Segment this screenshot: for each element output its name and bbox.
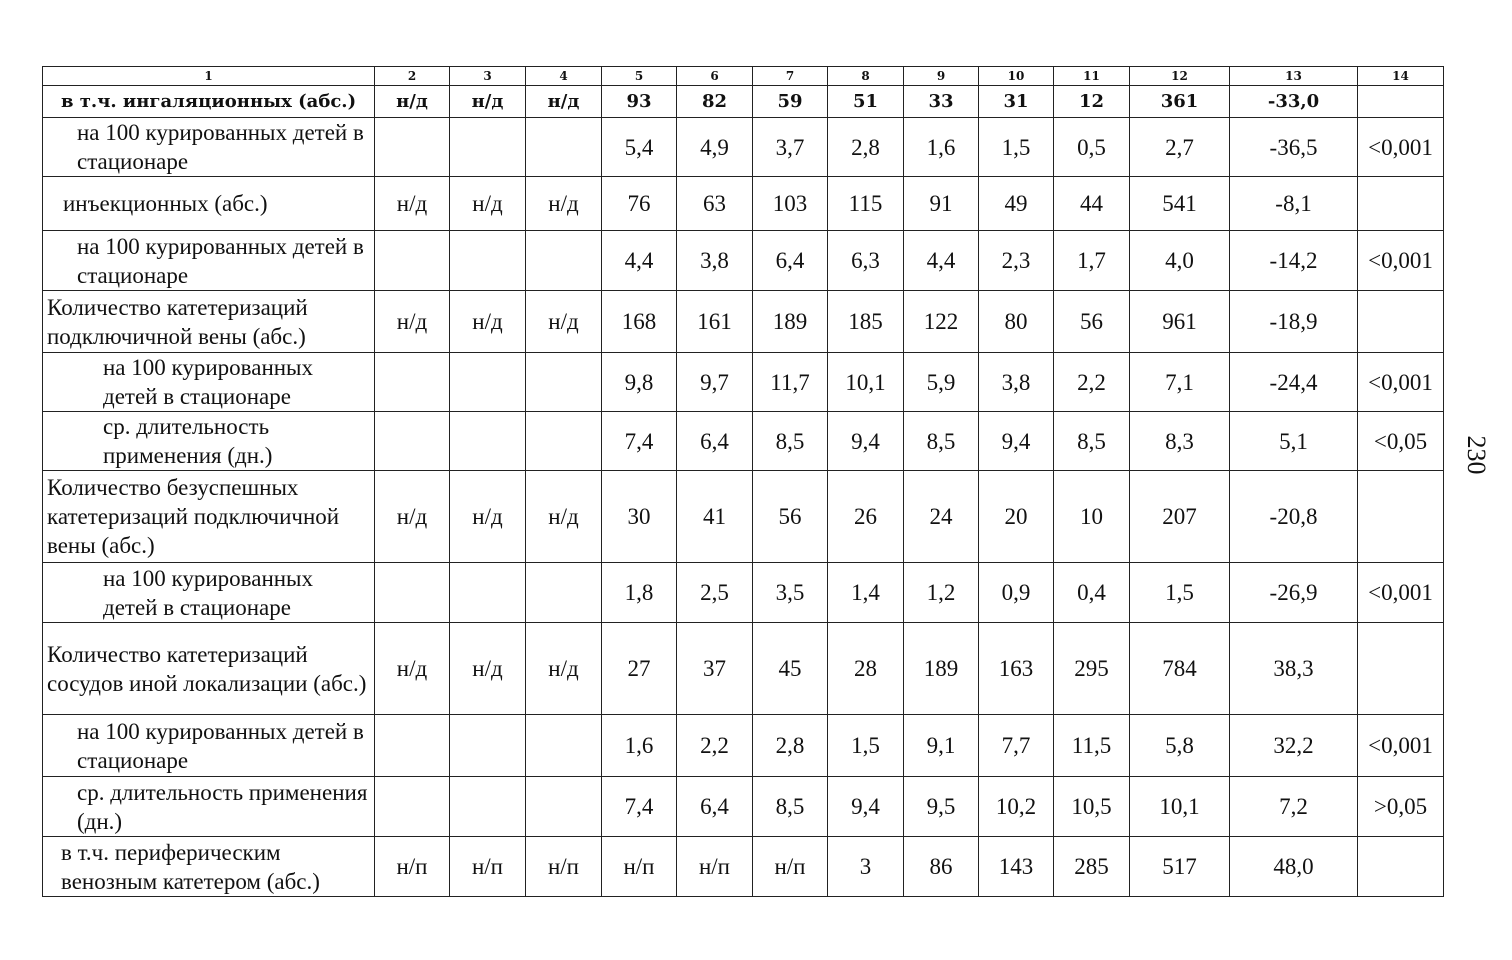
table-cell: 1,5 [979, 118, 1054, 177]
row-label: инъекционных (абс.) [43, 177, 375, 231]
table-cell: -20,8 [1230, 471, 1358, 563]
table-cell [375, 353, 450, 412]
table-cell: 10 [1054, 471, 1130, 563]
table-cell: н/д [375, 177, 450, 231]
table-cell: н/д [450, 623, 526, 715]
table-cell: 24 [904, 471, 979, 563]
table-cell [450, 231, 526, 291]
table-cell: 20 [979, 471, 1054, 563]
table-cell: 3,8 [677, 231, 753, 291]
table-cell: 12 [1054, 86, 1130, 118]
table-cell: 115 [828, 177, 904, 231]
table-row [43, 86, 1444, 118]
table-cell: 8,5 [753, 412, 828, 471]
column-number: 14 [1358, 67, 1444, 86]
table-row [43, 291, 1444, 353]
data-table [42, 66, 1444, 897]
table-row [43, 177, 1444, 231]
column-number: 4 [526, 67, 602, 86]
table-cell: 9,4 [828, 412, 904, 471]
table-cell: <0,001 [1358, 563, 1444, 623]
table-cell: >0,05 [1358, 777, 1444, 837]
table-cell [375, 777, 450, 837]
row-label: на 100 курированных детей в стационаре [43, 715, 375, 777]
table-cell: 5,8 [1130, 715, 1230, 777]
table-cell [1358, 837, 1444, 897]
table-cell: 8,3 [1130, 412, 1230, 471]
table-cell: 82 [677, 86, 753, 118]
table-cell: 285 [1054, 837, 1130, 897]
table-cell: 1,6 [904, 118, 979, 177]
table-cell: 6,4 [677, 777, 753, 837]
table-cell [375, 412, 450, 471]
table-cell [526, 118, 602, 177]
column-number: 10 [979, 67, 1054, 86]
table-cell: 0,5 [1054, 118, 1130, 177]
table-cell: 122 [904, 291, 979, 353]
table-cell: н/д [375, 471, 450, 563]
table-cell: 207 [1130, 471, 1230, 563]
table-cell: 9,7 [677, 353, 753, 412]
row-label: на 100 курированных детей в стационаре [43, 353, 375, 412]
table-row [43, 118, 1444, 177]
table-cell: 103 [753, 177, 828, 231]
table-cell: 2,8 [753, 715, 828, 777]
table-cell: 7,4 [602, 412, 677, 471]
table-cell: н/д [375, 86, 450, 118]
table-cell: 4,4 [602, 231, 677, 291]
table-cell: н/д [526, 623, 602, 715]
table-cell: <0,001 [1358, 715, 1444, 777]
table-cell: 59 [753, 86, 828, 118]
column-number: 3 [450, 67, 526, 86]
column-number: 8 [828, 67, 904, 86]
table-cell [375, 118, 450, 177]
table-cell: 361 [1130, 86, 1230, 118]
table-cell: 1,5 [828, 715, 904, 777]
table-cell [526, 412, 602, 471]
page-number: 230 [1462, 435, 1491, 475]
row-label: ср. длительность применения (дн.) [43, 412, 375, 471]
row-label: в т.ч. периферическим венозным катетером (абс.) [43, 837, 375, 897]
table-cell: <0,05 [1358, 412, 1444, 471]
table-cell [1358, 86, 1444, 118]
table-row [43, 837, 1444, 897]
table-cell: 784 [1130, 623, 1230, 715]
table-cell [1358, 623, 1444, 715]
table-cell: 10,1 [1130, 777, 1230, 837]
table-cell: 26 [828, 471, 904, 563]
table-cell [450, 412, 526, 471]
table-cell: 56 [753, 471, 828, 563]
table-cell: 56 [1054, 291, 1130, 353]
row-label: Количество катетеризаций сосудов иной локализации (абс.) [43, 623, 375, 715]
table-cell: 3,7 [753, 118, 828, 177]
table-cell: 2,2 [677, 715, 753, 777]
table-cell [450, 563, 526, 623]
table-cell: 189 [753, 291, 828, 353]
table-cell: 541 [1130, 177, 1230, 231]
table-cell: 7,2 [1230, 777, 1358, 837]
table-cell: -8,1 [1230, 177, 1358, 231]
table-cell: 44 [1054, 177, 1130, 231]
table-cell: н/д [375, 291, 450, 353]
column-number: 6 [677, 67, 753, 86]
table-cell: н/д [450, 291, 526, 353]
table-cell: 143 [979, 837, 1054, 897]
row-label: Количество катетеризаций подключичной вены (абс.) [43, 291, 375, 353]
table-cell: 4,4 [904, 231, 979, 291]
table-cell: 48,0 [1230, 837, 1358, 897]
column-number: 1 [43, 67, 375, 86]
table-cell: 2,8 [828, 118, 904, 177]
table-row [43, 563, 1444, 623]
table-cell: 1,8 [602, 563, 677, 623]
table-cell [526, 715, 602, 777]
table-cell [450, 118, 526, 177]
table-cell: 9,8 [602, 353, 677, 412]
table-cell: 28 [828, 623, 904, 715]
table-cell: 63 [677, 177, 753, 231]
table-cell [526, 231, 602, 291]
table-cell: 80 [979, 291, 1054, 353]
row-label: на 100 курированных детей в стационаре [43, 563, 375, 623]
table-cell: н/д [450, 86, 526, 118]
table-cell: 86 [904, 837, 979, 897]
table-cell: 961 [1130, 291, 1230, 353]
table-cell: н/д [450, 177, 526, 231]
table-cell: 1,2 [904, 563, 979, 623]
table-cell: 3 [828, 837, 904, 897]
table-row [43, 777, 1444, 837]
table-cell: 9,4 [828, 777, 904, 837]
row-label: Количество безуспешных катетеризаций подключичной вены (абс.) [43, 471, 375, 563]
column-number: 9 [904, 67, 979, 86]
table-cell: 517 [1130, 837, 1230, 897]
table-cell: н/д [526, 177, 602, 231]
table-cell: 0,9 [979, 563, 1054, 623]
table-row [43, 471, 1444, 563]
table-cell [375, 715, 450, 777]
table-row [43, 231, 1444, 291]
table-cell: н/п [450, 837, 526, 897]
table-cell: <0,001 [1358, 118, 1444, 177]
table-cell: н/п [677, 837, 753, 897]
table-cell: н/д [450, 471, 526, 563]
table-cell: 2,3 [979, 231, 1054, 291]
table-cell: н/д [526, 86, 602, 118]
table-cell: 27 [602, 623, 677, 715]
table-cell: н/д [375, 623, 450, 715]
table-cell: -14,2 [1230, 231, 1358, 291]
column-number: 5 [602, 67, 677, 86]
table-row [43, 623, 1444, 715]
table-cell: н/д [526, 291, 602, 353]
table-cell: н/д [526, 471, 602, 563]
table-cell: 295 [1054, 623, 1130, 715]
table-cell: 189 [904, 623, 979, 715]
table-cell: 3,8 [979, 353, 1054, 412]
table-cell: 0,4 [1054, 563, 1130, 623]
table-cell: 11,5 [1054, 715, 1130, 777]
table-cell: 2,7 [1130, 118, 1230, 177]
table-cell: 6,4 [677, 412, 753, 471]
table-cell: 30 [602, 471, 677, 563]
table-cell: 5,4 [602, 118, 677, 177]
table-cell: 8,5 [753, 777, 828, 837]
table-body [43, 67, 1444, 897]
table-cell: -33,0 [1230, 86, 1358, 118]
table-cell [450, 715, 526, 777]
table-cell: 7,1 [1130, 353, 1230, 412]
table-cell: 3,5 [753, 563, 828, 623]
row-label: на 100 курированных детей в стационаре [43, 231, 375, 291]
column-number: 7 [753, 67, 828, 86]
table-cell: 2,2 [1054, 353, 1130, 412]
column-number: 2 [375, 67, 450, 86]
table-cell [450, 777, 526, 837]
table-cell: -24,4 [1230, 353, 1358, 412]
table-cell: 185 [828, 291, 904, 353]
row-label: на 100 курированных детей в стационаре [43, 118, 375, 177]
table-cell: <0,001 [1358, 353, 1444, 412]
table-cell [526, 353, 602, 412]
table-cell [375, 563, 450, 623]
table-cell: 10,5 [1054, 777, 1130, 837]
table-cell [450, 353, 526, 412]
table-cell: 2,5 [677, 563, 753, 623]
table-cell: 4,9 [677, 118, 753, 177]
table-cell: 10,1 [828, 353, 904, 412]
table-cell: 32,2 [1230, 715, 1358, 777]
table-cell: 93 [602, 86, 677, 118]
table-cell: -26,9 [1230, 563, 1358, 623]
table-cell: 7,7 [979, 715, 1054, 777]
table-cell [375, 231, 450, 291]
table-cell [526, 563, 602, 623]
table-cell: 1,6 [602, 715, 677, 777]
table-cell: 6,4 [753, 231, 828, 291]
table-cell: 9,1 [904, 715, 979, 777]
table-cell: 9,4 [979, 412, 1054, 471]
table-cell: 33 [904, 86, 979, 118]
table-cell: 8,5 [1054, 412, 1130, 471]
table-cell: 10,2 [979, 777, 1054, 837]
table-cell: 76 [602, 177, 677, 231]
table-cell: 51 [828, 86, 904, 118]
table-cell: н/п [753, 837, 828, 897]
table-cell: 9,5 [904, 777, 979, 837]
row-label: ср. длительность применения (дн.) [43, 777, 375, 837]
table-cell: н/п [375, 837, 450, 897]
column-number: 12 [1130, 67, 1230, 86]
table-cell: 49 [979, 177, 1054, 231]
table-cell: 168 [602, 291, 677, 353]
table-cell: 1,4 [828, 563, 904, 623]
table-cell: н/п [526, 837, 602, 897]
table-cell: 41 [677, 471, 753, 563]
table-cell: 161 [677, 291, 753, 353]
table-cell: 31 [979, 86, 1054, 118]
table-cell: <0,001 [1358, 231, 1444, 291]
table-cell [526, 777, 602, 837]
table-cell: 4,0 [1130, 231, 1230, 291]
table-cell: 91 [904, 177, 979, 231]
table-cell: 5,9 [904, 353, 979, 412]
table-cell: 7,4 [602, 777, 677, 837]
table-cell: 163 [979, 623, 1054, 715]
table-cell: 8,5 [904, 412, 979, 471]
table-cell [1358, 177, 1444, 231]
table-cell [1358, 471, 1444, 563]
column-number: 13 [1230, 67, 1358, 86]
table-cell: 5,1 [1230, 412, 1358, 471]
table-cell: 37 [677, 623, 753, 715]
table-row [43, 353, 1444, 412]
table-cell: 11,7 [753, 353, 828, 412]
column-number-row [43, 67, 1444, 86]
row-label: в т.ч. ингаляционных (абс.) [43, 86, 375, 118]
table-cell: 6,3 [828, 231, 904, 291]
table-cell: 1,7 [1054, 231, 1130, 291]
table-row [43, 715, 1444, 777]
table-cell: 45 [753, 623, 828, 715]
table-cell: -36,5 [1230, 118, 1358, 177]
table-cell: н/п [602, 837, 677, 897]
table-cell [1358, 291, 1444, 353]
table-cell: 38,3 [1230, 623, 1358, 715]
table-cell: 1,5 [1130, 563, 1230, 623]
table-row [43, 412, 1444, 471]
column-number: 11 [1054, 67, 1130, 86]
table-cell: -18,9 [1230, 291, 1358, 353]
